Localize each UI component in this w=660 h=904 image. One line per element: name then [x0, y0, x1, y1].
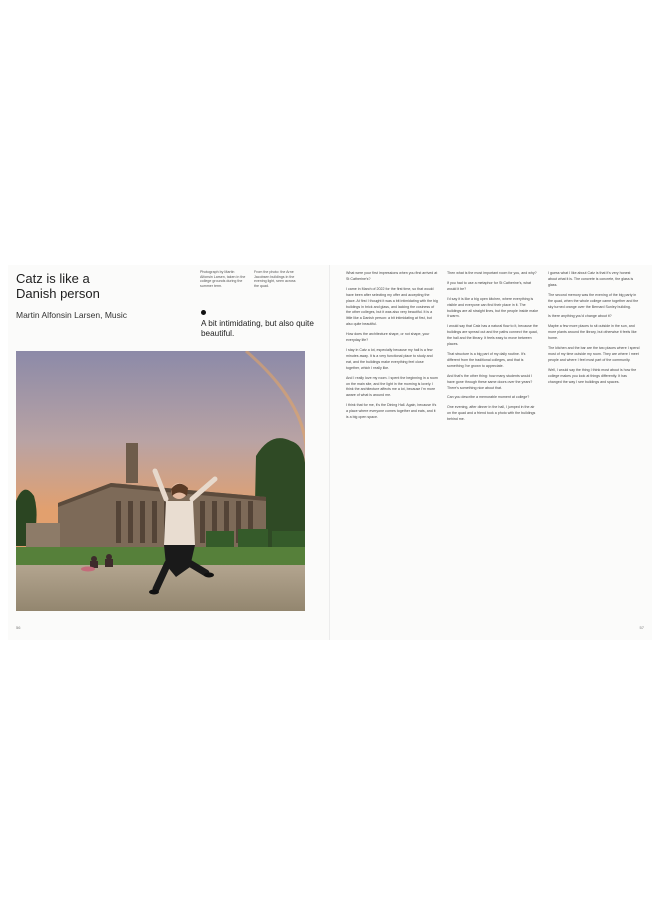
author-line: Martin Alfonsin Larsen, Music — [16, 310, 128, 320]
paragraph: I would say that Catz has a natural flow to it, because the buildings are spread out and the paths connect the quad, the hall and the library. It feels easy to move between places. — [447, 324, 538, 347]
paragraph: The second memory was the evening of the big party in the quad, when the whole college came together and the sky turned orange over the Bernard Sunley building. — [548, 292, 639, 309]
paragraph: I guess what I like about Catz is that it's very honest about what it is. The concrete is concrete, the glass is glass. — [548, 271, 634, 287]
paragraph: I'd say it is like a big open kitchen, where everything is visible and everyone can find their place in it. The buildings are all straight lines, but the people inside make it warm. — [447, 296, 539, 319]
paragraph: And that's the other thing: how many students would I have gone through these same doors over the years? There's something nice about that. — [447, 373, 533, 390]
college-photo — [16, 351, 305, 611]
photo-caption-left: Photograph by Martin Alfonsin Larsen, taken in the college grounds during the summer term. — [200, 270, 246, 288]
paragraph: I think that for me, it's the Dining Hall. Again, because it's a place where everyone comes together and eats, and it is a big open space. — [346, 403, 437, 420]
article-title: Catz is like a Danish person — [16, 271, 100, 301]
bullet-dot — [201, 310, 206, 315]
text-column-3 — [548, 271, 640, 390]
paragraph: Well, I would say the thing I think most about is how the college makes you look at things differently. It has changed the way I see buildings and spaces. — [548, 367, 637, 384]
paragraph: Maybe a few more places to sit outside in the sun, and more plants around the library, but otherwise it feels like home. — [548, 324, 637, 341]
text-column-2 — [447, 271, 539, 427]
paragraph: Is there anything you'd change about it? — [548, 314, 612, 319]
folio-right: 57 — [639, 625, 644, 630]
paragraph: If you had to use a metaphor for St Catherine's, what would it be? — [447, 280, 531, 291]
paragraph: I stay in Catz a lot, especially because my hall is a few minutes away. It is a very functional place to study and eat, and the buildings make everything feel close together, which I really like. — [346, 347, 433, 370]
paragraph: And I really love my room. I spent the beginning in a room on the main site, and the light in the morning is lovely. I think the architecture affects me a lot, because I'm more aware of what is around me. — [346, 375, 438, 398]
paragraph: What were your first impressions when you first arrived at St Catherine's? — [346, 271, 438, 281]
right-page — [330, 265, 652, 640]
pull-quote: A bit intimidating, but also quite beautiful. — [201, 319, 314, 338]
paragraph: How does the architecture shape, or not shape, your everyday life? — [346, 332, 430, 343]
text-column-1 — [346, 271, 438, 425]
photo-caption-right: From the photo: the Arne Jacobsen buildings in the evening light, seen across the quad. — [254, 270, 296, 288]
left-page — [8, 265, 330, 640]
building-left-wing — [26, 523, 60, 549]
tower — [126, 443, 138, 483]
book-spread — [8, 265, 652, 640]
folio-left: 56 — [16, 625, 21, 630]
paragraph: That structure is a big part of my daily routine. It's different from the traditional colleges, and that is something I've grown to appreciate. — [447, 351, 526, 368]
paragraph: I came in March of 2022 for the first time, so that would have been after selecting my offer and accepting the place. At first I thought it was a bit intimidating with the big buildings in brick and glass, and lacking the cosiness of the other colleges, but it was also very beautiful. It is a little like a Danish person: a bit intimidating at first, but also quite beautiful. — [346, 286, 438, 327]
paragraph: One evening, after dinner in the hall, I jumped in the air on the quad and a friend took a photo with the buildings behind me. — [447, 405, 536, 422]
paragraph: Then what is the most important room for you, and why? — [447, 271, 537, 275]
paragraph: The kitchen and the bar are the two places where I spend most of my time outside my room. They are where I meet people and where I feel most part of the community. — [548, 346, 640, 362]
paragraph: Can you describe a memorable moment at college? — [447, 395, 530, 400]
